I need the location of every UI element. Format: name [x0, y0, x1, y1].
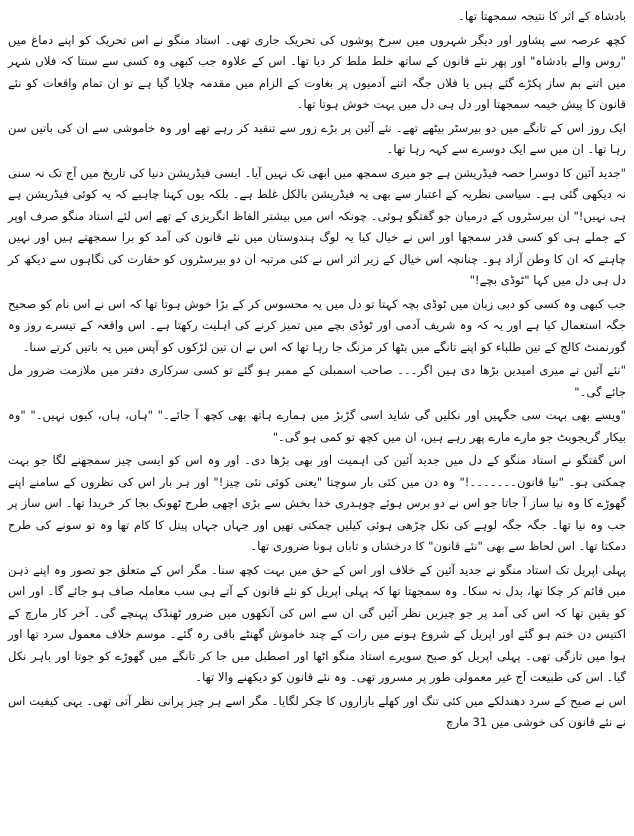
paragraph-8: اس گفتگو نے استاد منگو کے دل میں جدید آئین کی اہمیت اور بھی بڑھا دی۔ اور وہ اس کو ایسی چیز سمجھنے لگا جو بہت چمکتی ہو۔ "نیا قانون۔۔۔۔۔۔۔!" وہ دن میں کئی بار سوچتا "یعنی کوئی نئی چیز!" اور ہر بار اس کی نظروں کے سامنے اپنے گھوڑے کا وہ نیا ساز آ جاتا جو اس نے دو برس ہوئے چوہدری خدا بخش سے بڑی اچھی طرح ٹھونک بجا کر خریدا تھا۔ اس ساز پر جب وہ نیا تھا۔ جگہ جگہ لوہے کی نکل چڑھی ہوئی کیلیں چمکتی تھیں اور جہاں جہاں پیتل کا کام تھا وہ تو سونے کی طرح دمکتا تھا۔ اس لحاظ سے بھی "نئے قانون" کا درخشاں و تاباں ہونا ضروری تھا۔ — [8, 453, 626, 553]
paragraph-9: پہلی اپریل تک استاد منگو نے جدید آئین کے خلاف اور اس کے حق میں بہت کچھ سنا۔ مگر اس کے متعلق جو تصور وہ اپنے ذہن میں قائم کر چکا تھا، بدل نہ سکا۔ وہ سمجھتا تھا کہ پہلی اپریل کو نئے قانون کے آتے ہی سب معاملہ صاف ہو جائے گا۔ اور اس کو یقین تھا کہ اس کی آمد پر جو چیزیں نظر آئیں گی ان سے اس کی آنکھوں میں ضرور ٹھنڈک پہنچے گی۔ آخر کار مارچ کے اکتیس دن ختم ہو گئے اور اپریل کے شروع ہونے میں رات کے چند خاموش گھنٹے باقی رہ گئے۔ موسم خلاف معمول سرد تھا اور ہوا میں تازگی تھی۔ پہلی اپریل کو صبح سویرے استاد منگو اٹھا اور اصطبل میں جا کر تانگے میں گھوڑے کو جوتا اور باہر نکل گیا۔ اس کی طبیعت آج غیر معمولی طور پر مسرور تھی۔ وہ نئے قانون کو دیکھنے والا تھا۔ — [8, 562, 626, 684]
paragraph-5: جب کبھی وہ کسی کو دبی زبان میں ٹوڈی بچہ کہتا تو دل میں یہ محسوس کر کے بڑا خوش ہوتا تھا کہ اس نے اس نام کو صحیح جگہ استعمال کیا ہے اور یہ کہ وہ شریف آدمی اور ٹوڈی بچے میں تمیز کرنے کی اہلیت رکھتا ہے۔ اس واقعہ کے تیسرے روز وہ گورنمنٹ کالج کے تین طلباء کو اپنے تانگے میں بٹھا کر مزنگ جا رہا تھا کہ اس نے ان تین لڑکوں کو آپس میں یہ باتیں کرتے سنا۔ — [8, 296, 626, 354]
paragraph-4: "جدید آئین کا دوسرا حصہ فیڈریشن ہے جو میری سمجھ میں ابھی تک نہیں آیا۔ ایسی فیڈریشن دنیا کی تاریخ میں آج تک نہ سنی نہ دیکھی گئی ہے۔ سیاسی نظریہ کے اعتبار سے بھی یہ فیڈریشن بالکل غلط ہے۔ بلکہ یوں کہنا چاہیے کہ یہ کوئی فیڈریشن ہے ہی نہیں!" ان بیرسٹروں کے درمیان جو گفتگو ہوئی۔ چونکہ اس میں بیشتر الفاظ انگریزی کے تھے اس لئے استاد منگو صرف اوپر کے جملے ہی کو کسی قدر سمجھا اور اس نے خیال کیا یہ لوگ ہندوستان میں نئے قانون کی آمد کو برا سمجھتے ہیں اور نہیں چاہتے کہ ان کا وطن آزاد ہو۔ چنانچہ اس خیال کے زیر اثر اس نے کئی مرتبہ ان دو بیرسٹروں کو حقارت کی نگاہوں سے دیکھ کر دل ہی دل میں کہا "ٹوڈی بچے!" — [8, 165, 627, 287]
paragraph-10: اس نے صبح کے سرد دھندلکے میں کئی تنگ اور کھلے بازاروں کا چکر لگایا۔ مگر اسے ہر چیز پرانی نظر آتی تھی۔ یہی کیفیت اس نے نئے قانون کی خوشی میں 31 مارچ — [8, 693, 626, 729]
paragraph-6: "نئے آئین نے میری امیدیں بڑھا دی ہیں اگر۔۔۔ صاحب اسمبلی کے ممبر ہو گئے تو کسی سرکاری دفتر میں ملازمت ضرور مل جائے گی۔" — [8, 363, 626, 399]
paragraph-3: ایک روز اس کے تانگے میں دو بیرسٹر بیٹھے تھے۔ نئے آئین پر بڑے زور سے تنقید کر رہے تھے اور وہ خاموشی سے ان کی باتیں سن رہا تھا۔ ان میں سے ایک دوسرے سے کہہ رہا تھا۔ — [8, 120, 626, 156]
paragraph-1: بادشاہ کے اثر کا نتیجہ سمجھتا تھا۔ — [458, 9, 626, 23]
paragraph-2: کچھ عرصہ سے پشاور اور دیگر شہروں میں سرخ پوشوں کی تحریک جاری تھی۔ استاد منگو نے اس تحریک کو اپنے دماغ میں "روس والے بادشاہ" اور پھر نئے قانون کے ساتھ خلط ملط کر دیا تھا۔ اس کے علاوہ جب کبھی وہ کسی سے سنتا کہ فلاں شہر میں اتنے بم ساز پکڑے گئے ہیں یا فلاں جگہ اتنے آدمیوں پر بغاوت کے الزام میں مقدمہ چلایا گیا ہے تو ان تمام واقعات کو نئے قانون کا پیش خیمہ سمجھتا اور دل ہی دل میں بہت خوش ہوتا تھا۔ — [8, 32, 626, 111]
paragraph-7: "ویسے بھی بہت سی جگہیں اور نکلیں گی شاید اسی گڑبڑ میں ہمارے ہاتھ بھی کچھ آ جائے۔" "ہاں، ہاں، کیوں نہیں۔" "وہ بیکار گریجویٹ جو مارے مارے پھر رہے ہیں، ان میں کچھ تو کمی ہو گی۔" — [8, 408, 626, 444]
